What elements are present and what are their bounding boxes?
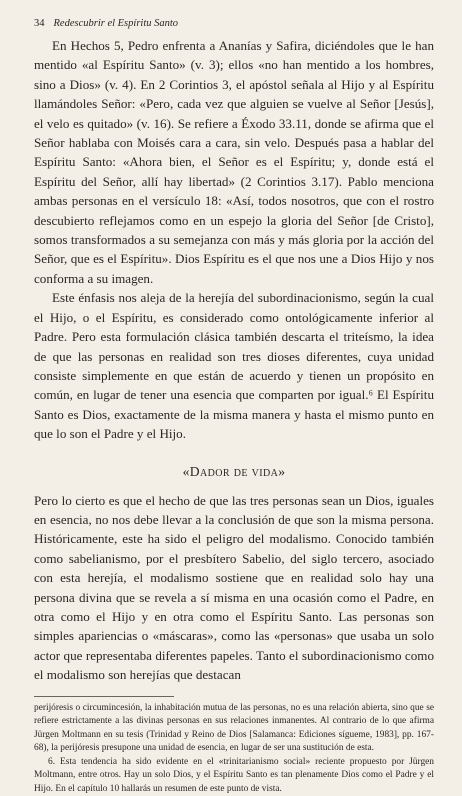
paragraph-3: Pero lo cierto es que el hecho de que las tres personas sean un Dios, iguales en esencia, no nos debe llevar a la conclusión de que son la misma persona. Históricamente, este ha sido el peligro del modalismo. Conocido también como sabelianismo, por el presbítero Sabelio, del siglo tercero, asociado con esta herejía, el modalismo sostiene que en realidad solo hay una persona divina que se revela a sí misma en una ocasión como el Padre, en otra como el Hijo y en otra como el Espíritu Santo. Las personas son simples apariencias o «máscaras», como las «personas» que usaba un solo actor que representaba diferentes papeles. Tanto el subordinacionismo como el modalismo son herejías que destacan [34,492,434,683]
footnote-6: 6. Esta tendencia ha sido evidente en el «trinitarianismo social» reciente propuesto por Jürgen Moltmann, entre otros. Hay un solo Dios, y el Espíritu Santo es tan plenamente Dios como el Padre y el Hijo. En el capítulo 10 hallarás un resumen de este punto de vista. [34,756,434,794]
footnotes [34,702,434,796]
footnote-continuation: perijóresis o circumincesión, la inhabitación mutua de las personas, no es una relación abierta, sino que se refiere estrictamente a las divinas personas en sus relaciones inmanentes. Al contrario de lo que afirma Jürgen Moltmann en su tesis (Trinidad y Reino de Dios [Salamanca: Ediciones sígueme, 1983], pp. 167-68), la perijóresis presupone una unidad de esencia, en lugar de ser una sustitución de esta. [34,702,434,754]
running-head [34,18,434,29]
page-number: 34 [34,18,45,29]
section-heading: «Dador de vida» [182,463,286,479]
paragraph-1: En Hechos 5, Pedro enfrenta a Ananías y Safira, diciéndoles que le han mentido «al Espíritu Santo» (v. 3); ellos «no han mentido a los hombres, sino a Dios» (v. 4). En 2 Corintios 3, el apóstol señala al Hijo y al Espíritu llamándoles Señor: «Pero, cada vez que alguien se vuelve al Señor [Jesús], el velo es quitado» (v. 16). Se refiere a Éxodo 33.11, donde se afirma que el Señor hablaba con Moisés cara a cara, sin velo. Después pasa a hablar del Espíritu Santo: «Ahora bien, el Señor es el Espíritu; y, donde está el Espíritu del Señor, allí hay libertad» (2 Corintios 3.17). Pablo menciona ambas personas en el versículo 18: «Así, todos nosotros, que con el rostro descubierto reflejamos como en un espejo la gloria del Señor [de Cristo], somos transformados a su semejanza con más y más gloria por la acción del Señor, que es el Espíritu». Dios Espíritu es el que nos une a Dios Hijo y nos conforma a su imagen. [34,38,434,286]
running-title: Redescubrir el Espíritu Santo [53,18,179,29]
footnote-rule [34,696,174,697]
paragraph-2: Este énfasis nos aleja de la herejía del subordinacionismo, según la cual el Hijo, o el Espíritu, es considerado como ontológicamente inferior al Padre. Pero esta formulación clásica también descarta el triteísmo, la idea de que las personas en realidad son tres dioses diferentes, cuya unidad consiste simplemente en que están de acuerdo y tienen un propósito en común, en lugar de tener una esencia que comparten por igual.⁶ El Espíritu Santo es Dios, exactamente de la misma manera y hasta el mismo punto en que lo son el Padre y el Hijo. [34,290,434,442]
body-text [34,36,434,685]
